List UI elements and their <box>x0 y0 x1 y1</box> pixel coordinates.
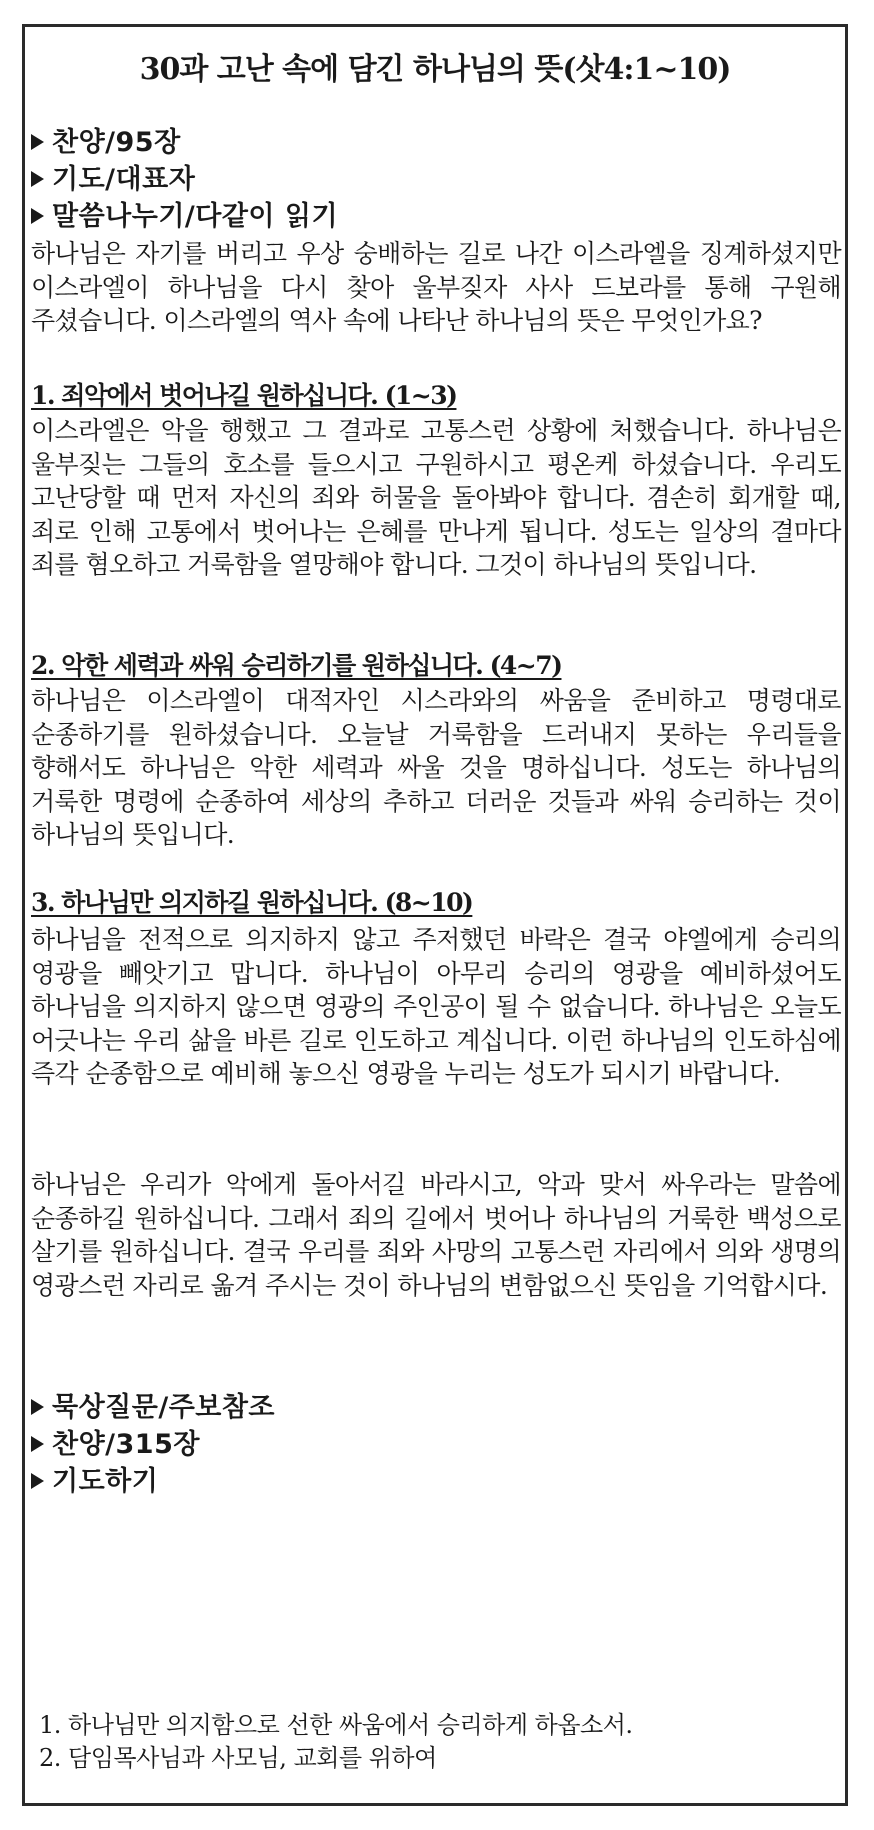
prayer-list <box>39 1709 633 1775</box>
worship-order-bottom <box>31 1389 275 1500</box>
point-1-body: 이스라엘은 악을 행했고 그 결과로 고통스런 상황에 처했습니다. 하나님은 울부짖는 그들의 호소를 들으시고 구원하시고 평온케 하셨습니다. 우리도 고난당할 때 먼저 자신의 죄와 허물을 돌아봐야 합니다. 겸손히 회개할 때, 죄로 인해 고통에서 벗어나는 은혜를 만나게 됩니다. 성도는 일상의 결마다 죄를 혐오하고 거룩함을 열망해야 합니다. 그것이 하나님의 뜻입니다. <box>31 416 841 579</box>
intro-paragraph: 하나님은 자기를 버리고 우상 숭배하는 길로 나간 이스라엘을 징계하셨지만 이스라엘이 하나님을 다시 찾아 울부짖자 사사 드보라를 통해 구원해 주셨습니다. 이스라엘의 역사 속에 나타난 하나님의 뜻은 무엇인가요? <box>31 239 841 335</box>
worship-order-top <box>31 124 338 235</box>
order-item-meditation: 묵상질문/주보참조 <box>31 1389 275 1426</box>
triangle-bullet-icon <box>31 134 44 150</box>
order-item-hymn: 찬양/95장 <box>31 124 338 161</box>
conclusion-paragraph: 하나님은 우리가 악에게 돌아서길 바라시고, 악과 맞서 싸우라는 말씀에 순종하길 원하십니다. 그래서 죄의 길에서 벗어나 하나님의 거룩한 백성으로 살기를 원하십니다. 결국 우리를 죄와 사망의 고통스런 자리에서 의와 생명의 영광스런 자리로 옮겨 주시는 것이 하나님의 변함없으신 뜻임을 기억합시다. <box>31 1170 841 1300</box>
order-item-closing-prayer: 기도하기 <box>31 1463 275 1500</box>
prayer-item: 2. 담임목사님과 사모님, 교회를 위하여 <box>39 1744 437 1772</box>
triangle-bullet-icon <box>31 1436 44 1452</box>
triangle-bullet-icon <box>31 1473 44 1489</box>
order-item-prayer: 기도/대표자 <box>31 161 338 198</box>
point-3-body: 하나님을 전적으로 의지하지 않고 주저했던 바락은 결국 야엘에게 승리의 영광을 빼앗기고 맙니다. 하나님이 아무리 승리의 영광을 예비하셨어도 하나님을 의지하지 않으면 영광의 주인공이 될 수 없습니다. 하나님은 오늘도 어긋나는 우리 삶을 바른 길로 인도하고 계십니다. 이런 하나님의 인도하심에 즉각 순종함으로 예비해 놓으신 영광을 누리는 성도가 되시기 바랍니다. <box>31 925 841 1088</box>
order-item-reading: 말씀나누기/다같이 읽기 <box>31 198 338 235</box>
lesson-title: 30과 고난 속에 담긴 하나님의 뜻(삿4:1~10) <box>139 52 731 87</box>
bulletin-page <box>22 24 848 1806</box>
point-2-body: 하나님은 이스라엘이 대적자인 시스라와의 싸움을 준비하고 명령대로 순종하기를 원하셨습니다. 오늘날 거룩함을 드러내지 못하는 우리들을 향해서도 하나님은 악한 세력과 싸울 것을 명하십니다. 성도는 하나님의 거룩한 명령에 순종하여 세상의 추하고 더러운 것들과 싸워 승리하는 것이 하나님의 뜻입니다. <box>31 686 841 849</box>
point-3-heading: 3. 하나님만 의지하길 원하십니다. (8~10) <box>31 888 473 917</box>
triangle-bullet-icon <box>31 171 44 187</box>
point-2-heading: 2. 악한 세력과 싸워 승리하기를 원하십니다. (4~7) <box>31 651 562 680</box>
triangle-bullet-icon <box>31 1399 44 1415</box>
point-1-heading: 1. 죄악에서 벗어나길 원하십니다. (1~3) <box>31 381 457 410</box>
prayer-item: 1. 하나님만 의지함으로 선한 싸움에서 승리하게 하옵소서. <box>39 1711 633 1739</box>
triangle-bullet-icon <box>31 208 44 224</box>
order-item-hymn-2: 찬양/315장 <box>31 1426 275 1463</box>
